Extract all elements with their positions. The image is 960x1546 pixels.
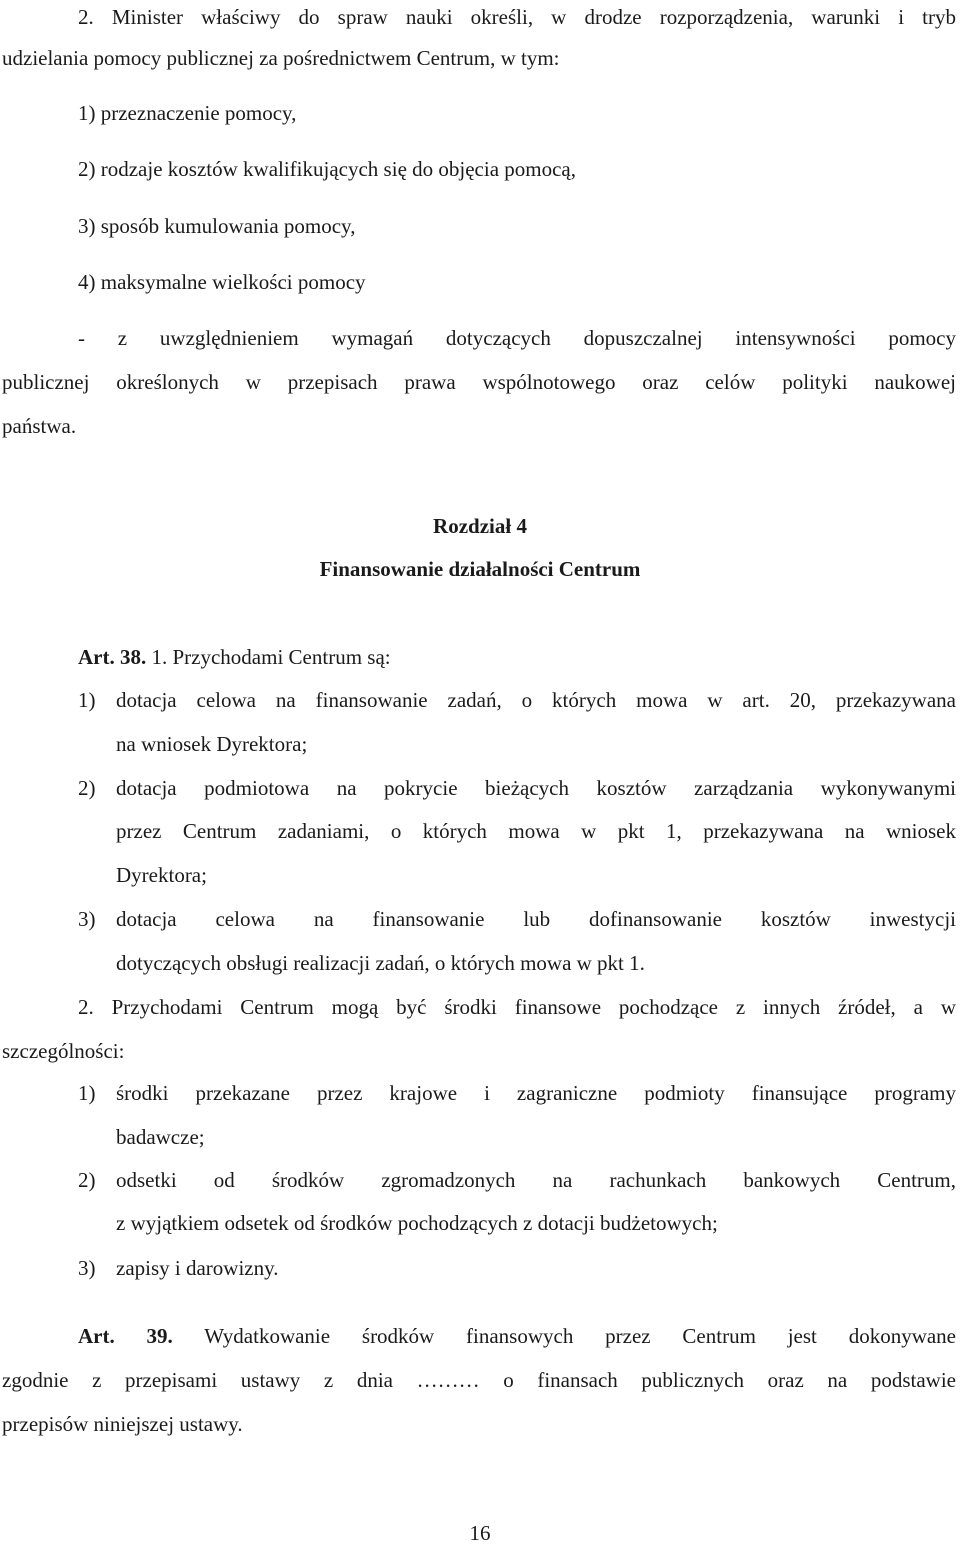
aid-conditions-line-2: publicznej określonych w przepisach prawa wspólnotowego oraz celów polityki naukowej	[2, 370, 956, 394]
art-38-paragraph-2-line-2: szczególności:	[2, 1039, 125, 1063]
art-38-p2-item-1-line-2: badawcze;	[116, 1125, 205, 1149]
aid-item-4: 4) maksymalne wielkości pomocy	[78, 270, 366, 294]
section-2-intro-line-1: 2. Minister właściwy do spraw nauki określi, w drodze rozporządzenia, warunki i tryb	[78, 5, 956, 29]
section-2-intro-line-2: udzielania pomocy publicznej za pośrednictwem Centrum, w tym:	[2, 46, 560, 70]
art-38-paragraph-2-line-1: 2. Przychodami Centrum mogą być środki finansowe pochodzące z innych źródeł, a w	[78, 995, 956, 1019]
aid-item-3: 3) sposób kumulowania pomocy,	[78, 214, 356, 238]
art-38-p2-item-2-num: 2)	[78, 1168, 96, 1192]
art-38-p1-item-3-num: 3)	[78, 907, 96, 931]
chapter-title: Finansowanie działalności Centrum	[319, 557, 641, 581]
art-39-label: Art. 39.	[78, 1324, 173, 1348]
art-38-p1-item-2-line-3: Dyrektora;	[116, 863, 207, 887]
aid-item-1: 1) przeznaczenie pomocy,	[78, 101, 297, 125]
chapter-number: Rozdział 4	[433, 514, 527, 538]
art-38-p1-item-2-num: 2)	[78, 776, 96, 800]
art-38-p1-item-1-line-2: na wniosek Dyrektora;	[116, 732, 308, 756]
art-38-p1-item-2-line-1: dotacja podmiotowa na pokrycie bieżących kosztów zarządzania wykonywanymi	[116, 776, 956, 800]
page-number: 16	[469, 1521, 491, 1545]
art-38-p1-item-3-line-2: dotyczących obsługi realizacji zadań, o których mowa w pkt 1.	[116, 951, 645, 975]
art-38-p1-item-3-line-1: dotacja celowa na finansowanie lub dofinansowanie kosztów inwestycji	[116, 907, 956, 931]
art-38-p1-item-1-num: 1)	[78, 688, 96, 712]
art-39-text: Wydatkowanie środków finansowych przez Centrum jest dokonywane	[172, 1324, 956, 1348]
art-38-intro: 1. Przychodami Centrum są:	[146, 645, 391, 669]
art-38-p2-item-2-line-1: odsetki od środków zgromadzonych na rachunkach bankowych Centrum,	[116, 1168, 956, 1192]
art-39-line-2: zgodnie z przepisami ustawy z dnia ……… o finansach publicznych oraz na podstawie	[2, 1368, 956, 1392]
art-38-p2-item-2-line-2: z wyjątkiem odsetek od środków pochodzących z dotacji budżetowych;	[116, 1211, 718, 1235]
aid-item-2: 2) rodzaje kosztów kwalifikujących się do objęcia pomocą,	[78, 157, 576, 181]
art-38-p2-item-3-num: 3)	[78, 1256, 96, 1280]
art-38-paragraph-1	[78, 644, 391, 670]
art-39-line-1	[78, 1323, 956, 1349]
aid-conditions-line-3: państwa.	[2, 414, 77, 438]
art-38-p1-item-2-line-2: przez Centrum zadaniami, o których mowa w pkt 1, przekazywana na wniosek	[116, 819, 956, 843]
art-38-p2-item-3-line-1: zapisy i darowizny.	[116, 1256, 279, 1280]
art-38-p2-item-1-num: 1)	[78, 1081, 96, 1105]
art-38-p2-item-1-line-1: środki przekazane przez krajowe i zagraniczne podmioty finansujące programy	[116, 1081, 956, 1105]
art-38-label: Art. 38.	[78, 645, 147, 669]
art-38-p1-item-1-line-1: dotacja celowa na finansowanie zadań, o których mowa w art. 20, przekazywana	[116, 688, 956, 712]
aid-conditions-line-1: - z uwzględnieniem wymagań dotyczących dopuszczalnej intensywności pomocy	[78, 326, 956, 350]
art-39-line-3: przepisów niniejszej ustawy.	[2, 1412, 243, 1436]
